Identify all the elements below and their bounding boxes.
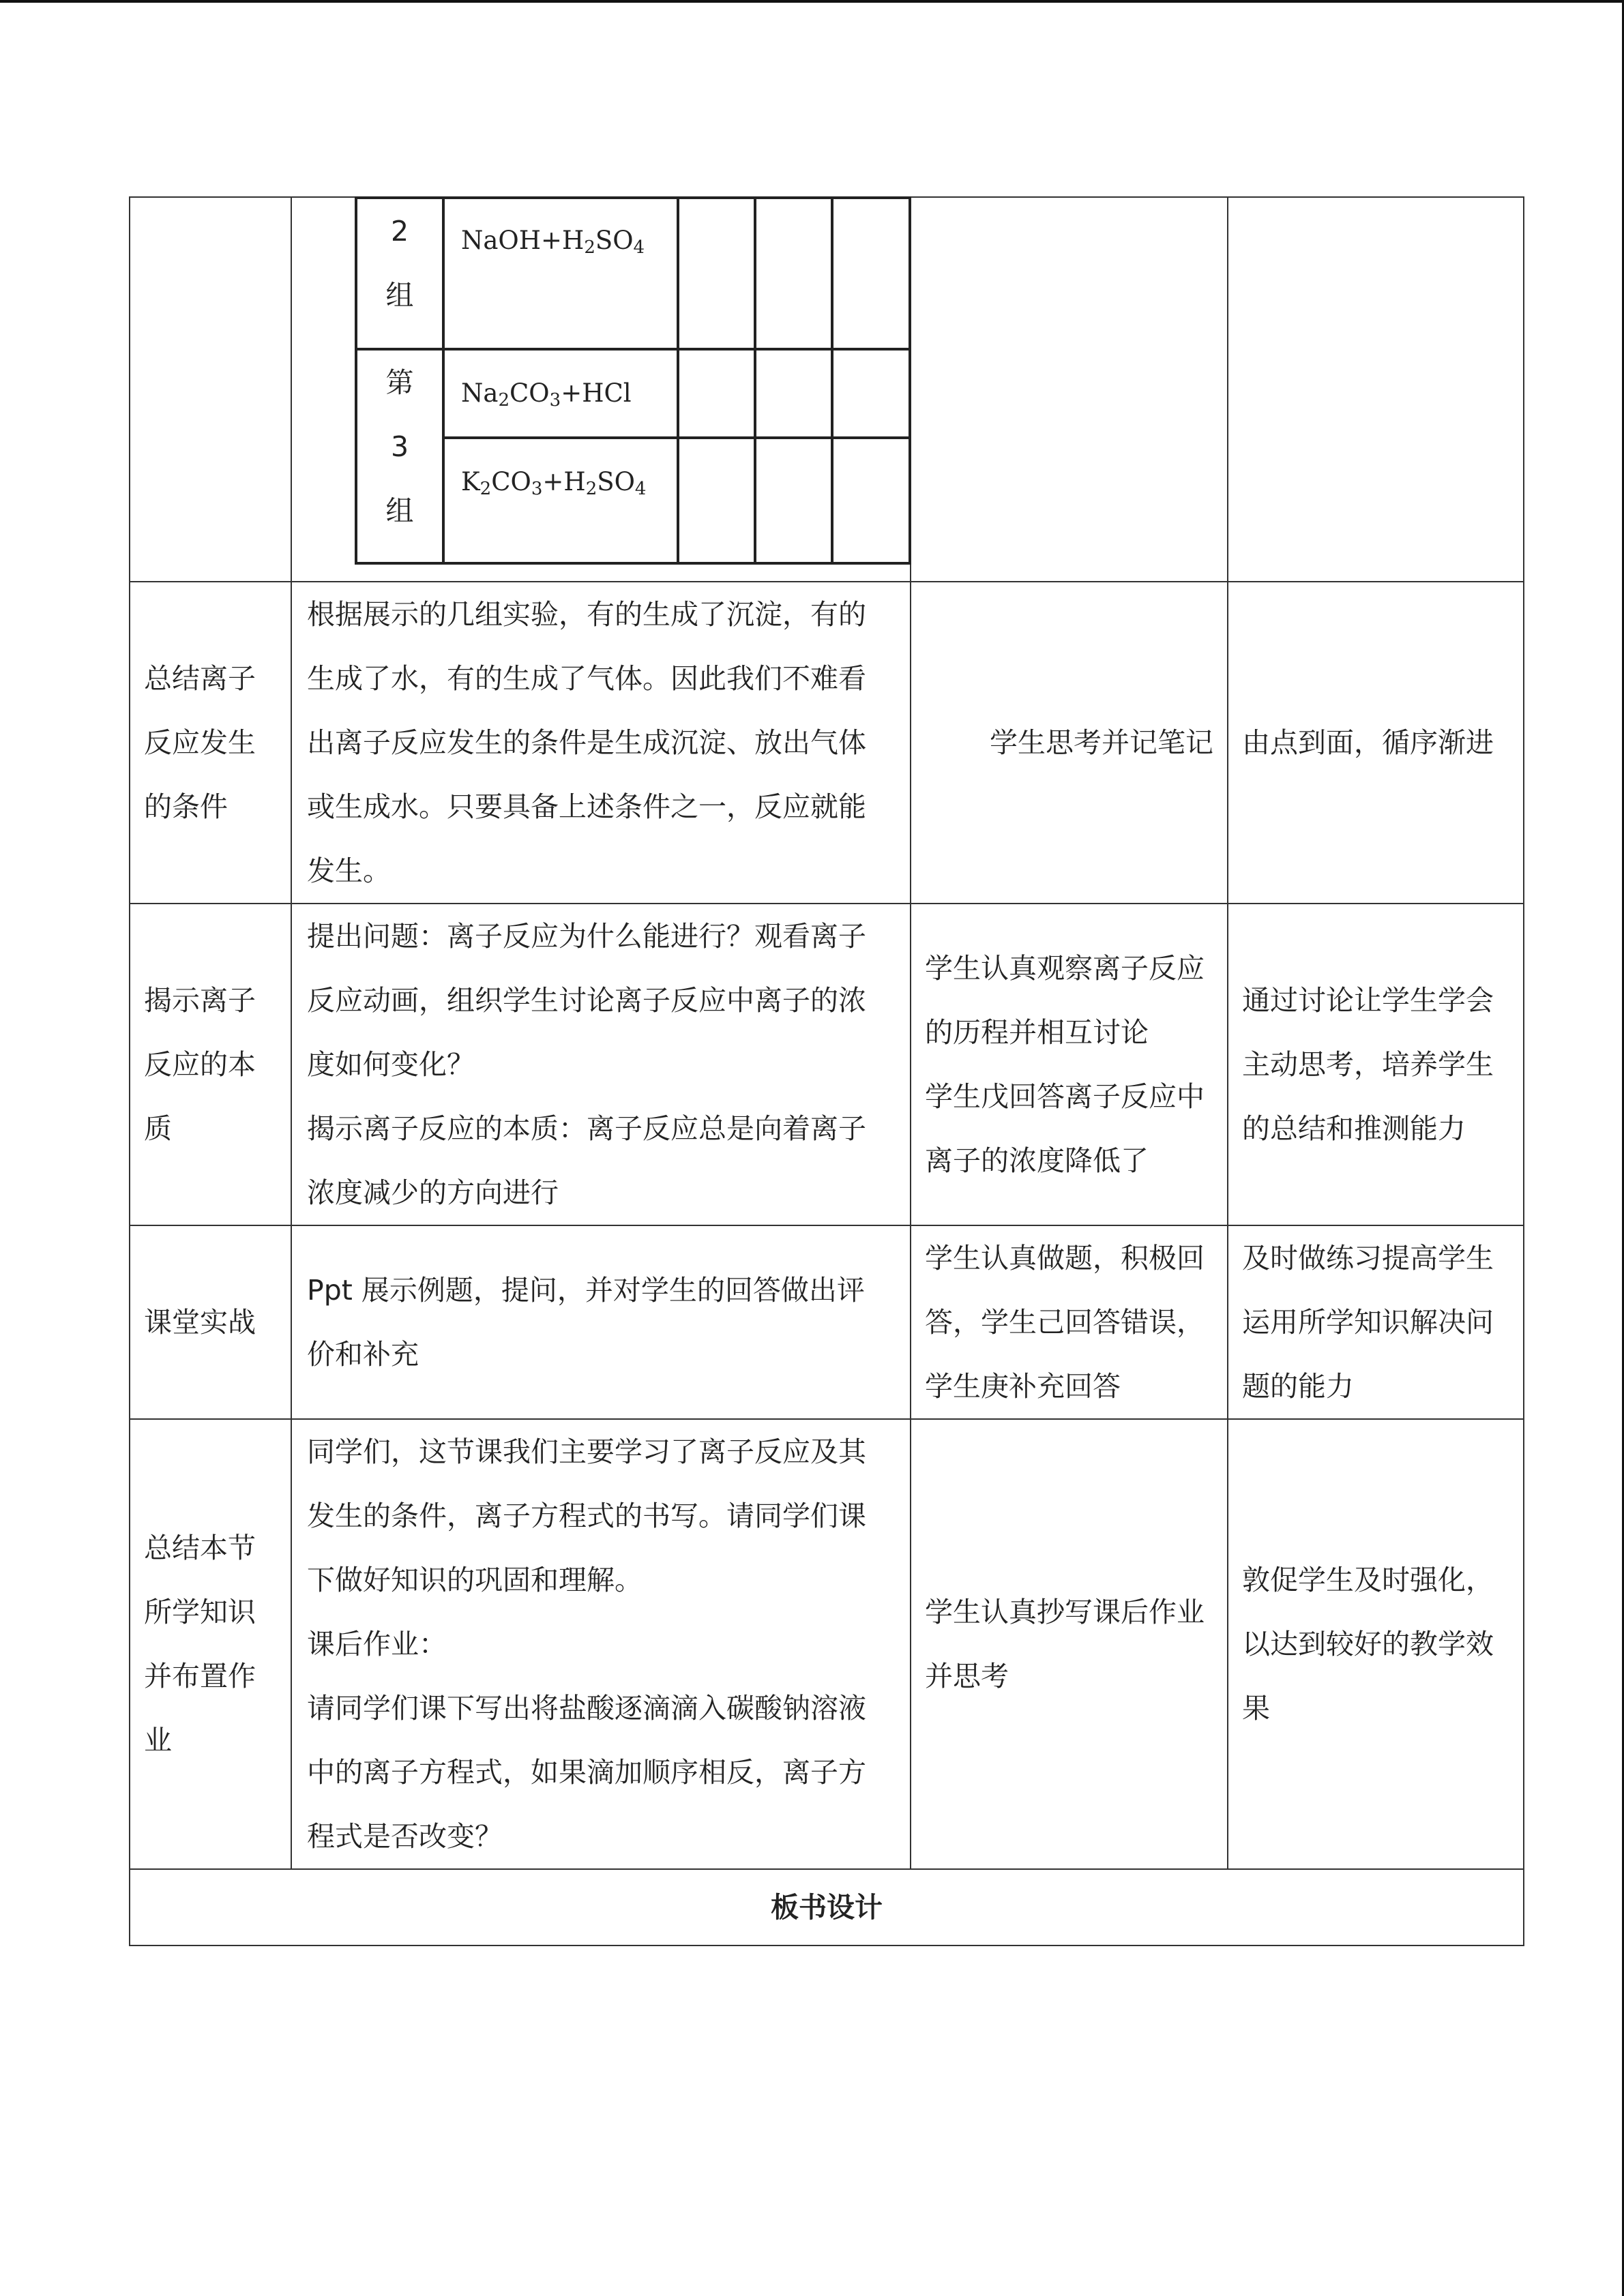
group2-blank-2 (755, 198, 832, 349)
group3-formula-1: $Na_2CO_3+HCl$ (443, 349, 678, 438)
lesson-plan-table (129, 196, 1524, 1946)
group3-label: 第 3 组 (356, 349, 443, 563)
teacher-activity-cell: Ppt 展示例题，提问，并对学生的回答做出评 价和补充 (291, 1225, 911, 1419)
experiment-group3-row-1 (356, 349, 910, 438)
student-activity-cell: 学生认真做题，积极回 答，学生己回答错误， 学生庚补充回答 (911, 1225, 1228, 1419)
experiment-intent-cell (1228, 197, 1524, 582)
table-row (130, 1419, 1524, 1869)
design-intent-cell: 敦促学生及时强化， 以达到较好的教学效 果 (1228, 1419, 1524, 1869)
student-activity-cell: 学生认真观察离子反应 的历程并相互讨论 学生戊回答离子反应中 离子的浓度降低了 (911, 904, 1228, 1225)
experiment-student-cell (911, 197, 1228, 582)
table-row (130, 904, 1524, 1225)
stage-cell: 揭示离子 反应的本 质 (130, 904, 291, 1225)
group3-blank-1a (678, 349, 755, 438)
group2-formula: $NaOH+H_2SO_4$ (443, 198, 678, 349)
group3-blank-2b (755, 438, 832, 563)
board-design-heading: 板书设计 (130, 1869, 1524, 1945)
stage-cell: 总结本节 所学知识 并布置作 业 (130, 1419, 291, 1869)
group2-blank-1 (678, 198, 755, 349)
stage-cell: 课堂实战 (130, 1225, 291, 1419)
group2-label: 2 组 (356, 198, 443, 349)
table-row (130, 582, 1524, 904)
stage-cell: 总结离子 反应发生 的条件 (130, 582, 291, 904)
group3-blank-2a (678, 438, 755, 563)
experiment-group2-row (356, 198, 910, 349)
experiment-table (355, 196, 911, 565)
table-row (130, 1225, 1524, 1419)
experiment-stage-cell (130, 197, 291, 582)
design-intent-cell: 由点到面，循序渐进 (1228, 582, 1524, 904)
student-activity-cell: 学生认真抄写课后作业 并思考 (911, 1419, 1228, 1869)
teacher-activity-cell: 根据展示的几组实验，有的生成了沉淀，有的 生成了水，有的生成了气体。因此我们不难看 出离子反应发生的条件是生成沉淀、放出气体 或生成水。只要具备上述条件之一，反应就能 发生。 (291, 582, 911, 904)
student-activity-cell: 学生思考并记笔记 (911, 582, 1228, 904)
experiment-row (130, 197, 1524, 582)
experiment-content-cell (291, 197, 911, 582)
teacher-activity-cell: 同学们，这节课我们主要学习了离子反应及其 发生的条件，离子方程式的书写。请同学们课 下做好知识的巩固和理解。 课后作业： 请同学们课下写出将盐酸逐滴滴入碳酸钠溶液 中的离子方程式，如果滴加顺序相反，离子方 程式是否改变？ (291, 1419, 911, 1869)
teacher-activity-cell: 提出问题：离子反应为什么能进行？观看离子 反应动画，组织学生讨论离子反应中离子的浓 度如何变化？ 揭示离子反应的本质：离子反应总是向着离子 浓度减少的方向进行 (291, 904, 911, 1225)
page-top-border (0, 0, 1624, 3)
group3-blank-1c (832, 349, 910, 438)
design-intent-cell: 通过讨论让学生学会 主动思考，培养学生 的总结和推测能力 (1228, 904, 1524, 1225)
group3-blank-1b (755, 349, 832, 438)
group3-blank-2c (832, 438, 910, 563)
group3-formula-2: $K_2CO_3+H_2SO_4$ (443, 438, 678, 563)
group2-blank-3 (832, 198, 910, 349)
board-design-row (130, 1869, 1524, 1945)
design-intent-cell: 及时做练习提高学生 运用所学知识解决问 题的能力 (1228, 1225, 1524, 1419)
